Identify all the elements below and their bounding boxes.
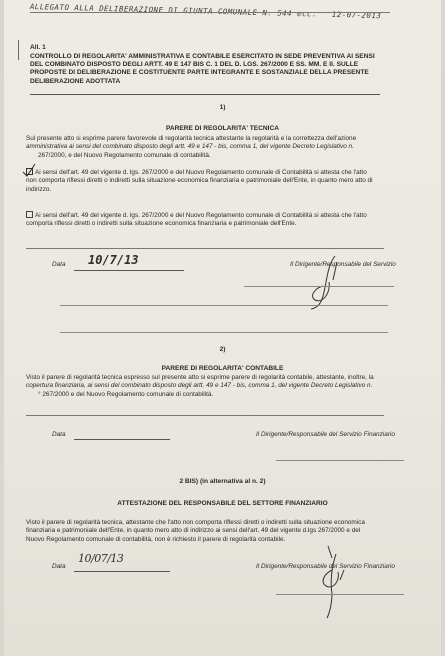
handwritten-header-text: ALLEGATO ALLA DELIBERAZIONE DI GIUNTA COMUNALE N. 544 ecc. [29,2,317,19]
section-2bis-number: 2 BIS) (in alternativa al n. 2) [179,478,266,485]
title-line: CONTROLLO DI REGOLARITA' AMMINISTRATIVA E CONTABILE ESERCITATO IN SEDE PREVENTIVA AI SENSI [30,53,375,60]
option-line: comporta riflessi diretti o indiretti sulla situazione economica finanziaria e patrimoniale dell'Ente. [26,220,297,228]
body-line: finanziaria e patrimoniale dell'Ente, in quanto mero atto di indirizzo ai sensi dell'art. 49 del vigente d.lgs 267/2000 e del [26,527,361,535]
data-label: Data [52,261,66,268]
signer-label: Il Dirigente/Responsabile del Servizio Finanziario [256,431,395,438]
body-line: Visto il parere di regolarità tecnica, attestante che l'atto non comporta riflessi diretti o indiretti sulla situazione economica [26,519,365,526]
signature-image [297,252,347,312]
checkmark-icon [22,163,36,177]
section-2-number: 2) [219,346,226,353]
option-line: indirizzo. [26,185,52,193]
section-1-heading: PARERE DI REGOLARITA' TECNICA [165,125,280,132]
handwritten-underline [30,12,390,13]
data-label: Data [52,431,66,438]
option-line: Ai sensi dell'art. 49 del vigente d. lgs. 267/2000 e del Nuovo Regolamento comunale di Contabilità si attesta che l'atto [35,212,367,219]
signature-image [310,540,354,620]
option-line: Ai sensi dell'art. 49 del vigente d. lgs. 267/2000 e del Nuovo Regolamento comunale di Contabilità si attesta che l'atto [35,169,367,176]
section-2-heading: PARERE DI REGOLARITA' CONTABILE [161,365,284,372]
document-title [30,53,438,86]
body-line: ° 267/2000 e del Nuovo Regolamento comunale di contabilità. [38,390,214,398]
section-2bis-body [26,519,441,544]
date-line [74,270,184,271]
section-2bis-heading: ATTESTAZIONE DEL RESPONSABILE DEL SETTORE FINANZIARIO [117,500,328,507]
date-line [74,571,170,572]
handwritten-date: 10/07/13 [78,552,124,565]
document-page [4,0,441,656]
section-1-number: 1) [219,104,226,111]
signer-line [244,286,394,287]
section-2-body [26,374,441,399]
margin-mark [18,40,19,60]
body-line: Visto il parere di regolarità tecnica espresso sul presente atto si esprime parere di regolarità contabile, attestante, inoltre, la [26,374,374,381]
title-divider [30,94,380,95]
section-1-option-1 [26,168,441,194]
section-1-divider [26,248,384,249]
blank-line [60,332,388,333]
handwritten-date: 10/7/13 [88,253,139,267]
title-line: DEL COMBINATO DISPOSTO DEGLI ARTT. 49 E 147 BIS C. 1 DEL D. LGS. 267/2000 E SS. MM. E II. SULLE [30,61,359,69]
body-line: 267/2000, e del Nuovo Regolamento comunale di contabilità. [38,151,211,159]
title-line: PROPOSTE DI DELIBERAZIONE E COSTITUENTE PARTE INTEGRANTE E SOSTANZIALE DELLA PRESENTE [30,69,369,77]
signer-line [276,460,404,461]
data-label: Data [52,563,66,570]
title-line: DELIBERAZIONE ADOTTATA [30,77,121,85]
body-line: copertura finanziaria, ai sensi del combinato disposto degli artt. 49 e 147 - bis, comma 1, del vigente Decreto Legislativo n. [26,382,373,390]
signer-line [276,594,404,595]
section-1-option-2 [26,211,441,229]
body-line: amministrativa ai sensi del combinato disposto degli artt. 49 e 147 - bis, comma 1, del vigente Decreto Legislativo n. [26,143,354,151]
section-2-divider [26,415,384,416]
signer-label: Il Dirigente/Responsabile del Servizio Finanziario [256,563,395,570]
option-line: non comporta riflessi diretti o indiretti sulla situazione economica finanziaria e patrimoniale dell'Ente, in quanto mero atto di [26,177,373,185]
body-line: Nuovo Regolamento comunale di contabilità, non è richiesto il parere di regolarità contabile. [26,535,286,543]
handwritten-header-date: 12-07-2013 [331,9,382,21]
body-line: Sul presente atto si esprime parere favorevole di regolarità tecnica attestante la regolarità e la correttezza dell'azione [26,135,357,142]
allegato-label: All. 1 [30,44,46,51]
date-line [74,439,170,440]
checkbox-option-2[interactable] [26,211,33,218]
blank-line [60,305,388,306]
signer-label: Il Dirigente/Responsabile del Servizio [290,261,396,268]
section-1-body [26,135,441,160]
